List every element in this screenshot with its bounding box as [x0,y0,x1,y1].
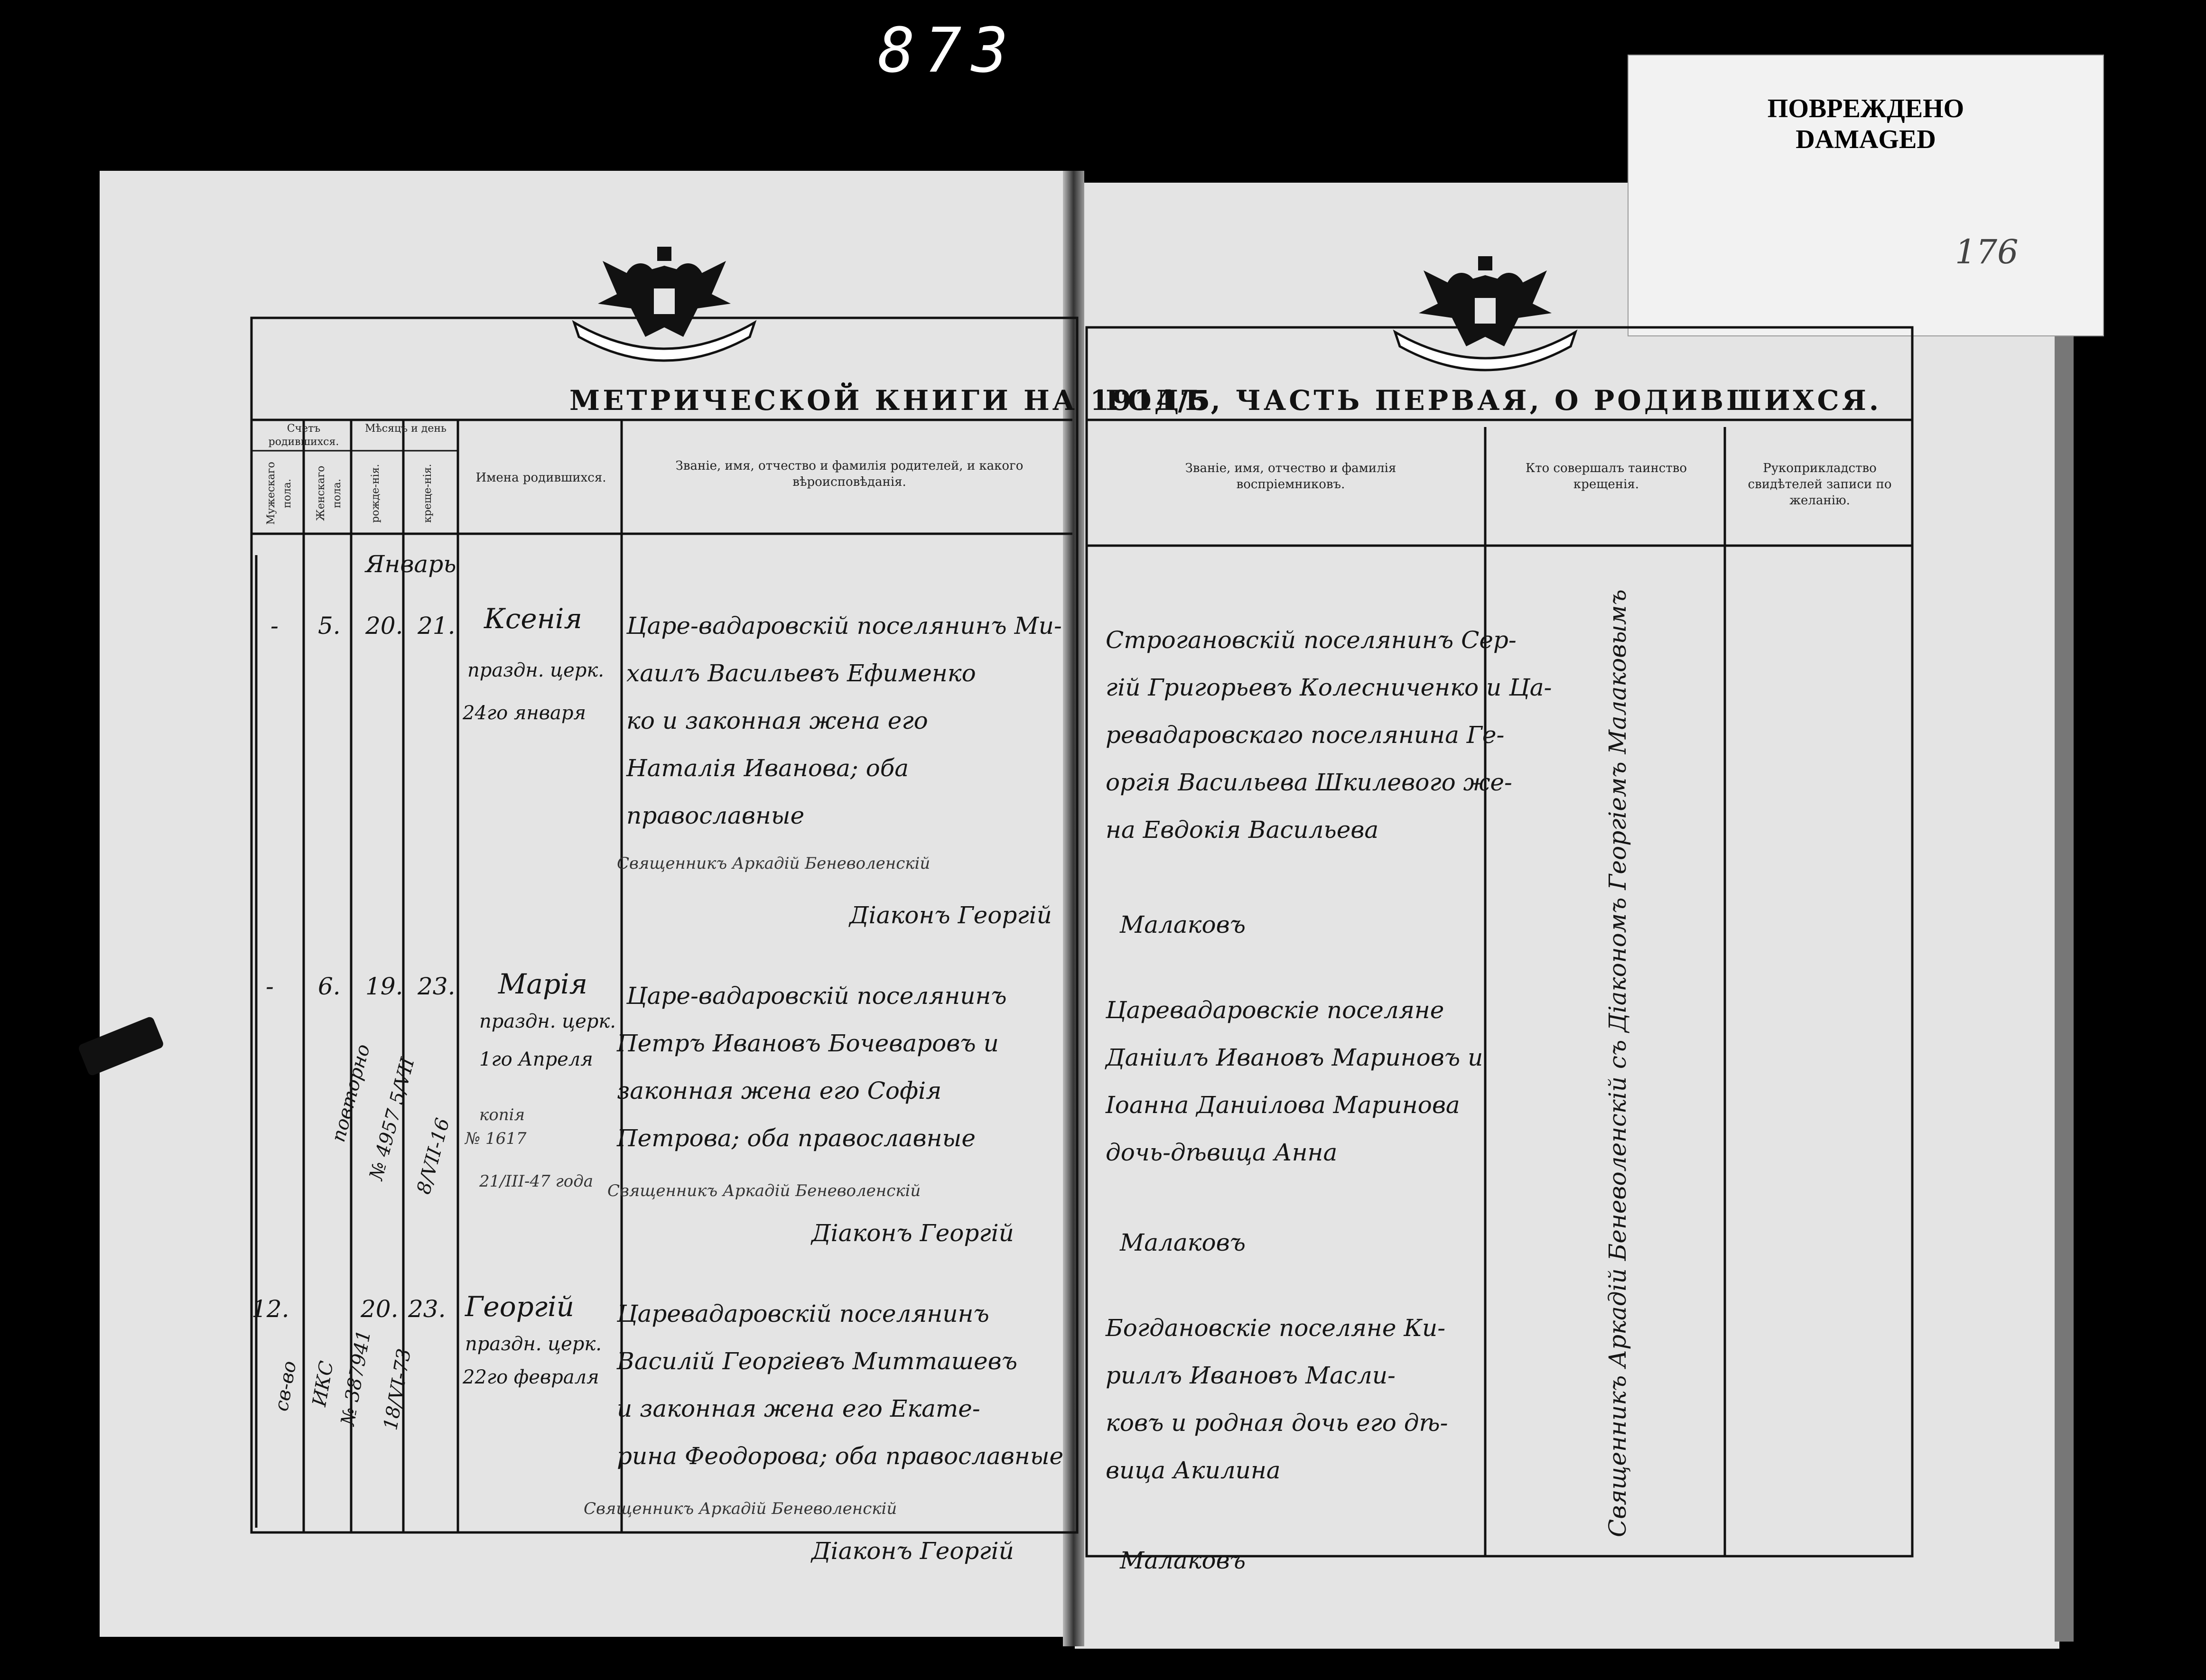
header-count-group: Счетъ родившихся. [268,423,339,448]
entry-2-godparents-line: Даніилъ Ивановъ Мариновъ и [1106,1044,1483,1071]
entry-2-margin-note: копія [479,1105,525,1124]
entry-3-margin-note: № 387941 [337,1328,375,1427]
entry-2-margin-note: № 1617 [465,1129,527,1148]
header-godparents: Званіе, имя, отчество и фамилія воспріемниковъ. [1185,461,1396,492]
entry-2-parents-line: Петрова; оба православные [617,1124,976,1152]
entry-3-name: Георгій [465,1290,574,1323]
entry-2-godparents-line: Царевадаровскіе поселяне [1106,996,1444,1024]
entry-2-born: 19. [365,973,403,1000]
entry-2-baptized: 23. [418,973,456,1000]
entry-3-deacon-signature: Діаконъ Георгій [811,1537,1014,1565]
frame-number: 873 [878,14,1018,86]
entry-2-priest-signature: Священникъ Аркадій Беневоленскій [607,1181,921,1200]
entry-3-godparents-sign: Малаковъ [1120,1547,1246,1574]
entry-1-parents-line: ко и законная жена его [626,707,928,734]
entry-2-margin-note: № 4957 5/VII [365,1055,419,1182]
header-month-group: Мѣсяцъ и день [365,423,447,435]
entry-1-name: Ксенія [484,603,582,635]
entry-2-parents-line: законная жена его Софія [617,1077,942,1105]
entry-1-godparents-line: Строгановскій поселянинъ Сер- [1106,626,1517,654]
entry-2-deacon-signature: Діаконъ Георгій [811,1219,1014,1247]
entry-3-name-date: 22го февраля [463,1366,599,1388]
entry-1-parents-line: хаилъ Васильевъ Ефименко [626,659,976,687]
entry-2-name: Марія [498,968,588,1000]
entry-2-margin-note: повторно [327,1042,375,1144]
entry-2-margin-note: 21/III-47 года [479,1172,594,1191]
entry-1-name-feast: праздн. церк. [467,659,604,681]
entry-2-godparents-sign: Малаковъ [1120,1229,1246,1256]
entry-3-name-feast: праздн. церк. [465,1333,602,1355]
header-born: рожде-нія. [370,464,382,523]
entry-3-born: 20. [361,1295,399,1323]
entry-1-female: 5. [318,612,341,640]
entry-1-godparents-line: гій Григорьевъ Колесниченко и Ца- [1106,674,1552,701]
entry-3-parents-line: и законная жена его Екате- [617,1395,980,1422]
damaged-label-en: DAMAGED [1796,125,1936,154]
header-names: Имена родившихся. [475,471,606,485]
entry-2-parents-line: Петръ Ивановъ Бочеваровъ и [617,1030,999,1057]
entry-2-male: - [266,973,274,1000]
entry-3-margin-note: ИКС [308,1359,338,1408]
entry-3-godparents-line: Богдановскіе поселяне Ки- [1106,1314,1446,1342]
entry-1-male: - [270,612,279,640]
entry-3-godparents-line: ковъ и родная дочь его дѣ- [1106,1409,1448,1437]
entry-1-deacon-signature: Діаконъ Георгій [849,901,1052,929]
entry-1-parents-line: Царе-вадаровскій поселянинъ Ми- [626,612,1062,640]
entry-1-godparents-line: оргія Васильева Шкилевого же- [1106,769,1512,796]
entry-1-priest-signature: Священникъ Аркадій Беневоленскій [617,854,931,873]
entry-1-godparents-line: ревадаровскаго поселянина Ге- [1106,721,1505,749]
entry-1-name-date: 24го января [463,702,586,724]
entry-3-parents-line: рина Феодорова; оба православные [617,1442,1064,1470]
entry-2-female: 6. [318,973,341,1000]
header-priest: Кто совершалъ таинство крещенія. [1525,461,1687,492]
entry-3-parents-line: Царевадаровскій поселянинъ [617,1300,989,1327]
entry-1-parents-line: православные [626,802,805,829]
entry-3-baptized: 23. [408,1295,446,1323]
entry-1-parents-line: Наталія Иванова; оба [626,754,909,782]
entry-2-name-date: 1го Апреля [479,1049,593,1070]
entry-2-parents-line: Царе-вадаровскій поселянинъ [626,982,1007,1010]
entry-2-margin-note: 8/VII-16 [413,1115,454,1197]
entry-1-godparents-sign: Малаковъ [1120,911,1246,938]
priest-vertical: Священникъ Аркадiй Беневоленскiй съ Дiакономъ Георгiемъ Малаковымъ [1604,589,1631,1537]
entry-3-parents-line: Василій Георгіевъ Митташевъ [617,1347,1018,1375]
folio-number: 176 [1955,232,2019,271]
header-female: Женскаго пола. [315,465,343,521]
header-parents: Званіе, имя, отчество и фамилія родителей, и какого вѣроисповѣданія. [675,459,1024,489]
entry-1-godparents-line: на Евдокія Васильева [1106,816,1379,844]
entry-3-priest-signature: Священникъ Аркадій Беневоленскій [584,1499,897,1518]
entry-3-godparents-line: риллъ Ивановъ Масли- [1106,1362,1396,1389]
entry-3-male: 12. [251,1295,289,1323]
header-baptized: креще-нія. [422,464,434,523]
entry-3-godparents-line: вица Акилина [1106,1457,1281,1484]
entry-1-born: 20. [365,612,403,640]
page-title-left: МЕТРИЧЕСКОЙ КНИГИ НА 1914/5 [569,384,1213,417]
entry-3-margin-note: 18/VI-73 [380,1347,416,1432]
header-signatures: Рукоприкладство свидѣтелей записи по желанію. [1748,461,1892,508]
entry-3-margin-note: св-во [270,1359,301,1413]
header-male: Мужескаго пола. [265,462,293,525]
damaged-label-ru: ПОВРЕЖДЕНО [1767,94,1964,123]
entry-2-godparents-line: Іоанна Даниілова Маринова [1106,1091,1460,1119]
entry-1-baptized: 21. [418,612,456,640]
entry-2-godparents-line: дочь-дѣвица Анна [1106,1139,1338,1166]
month-heading: Январь [365,550,456,578]
entry-2-name-feast: праздн. церк. [479,1011,616,1032]
page-title-right: ГОДЪ, ЧАСТЬ ПЕРВАЯ, О РОДИВШИХСЯ. [1106,384,1882,417]
